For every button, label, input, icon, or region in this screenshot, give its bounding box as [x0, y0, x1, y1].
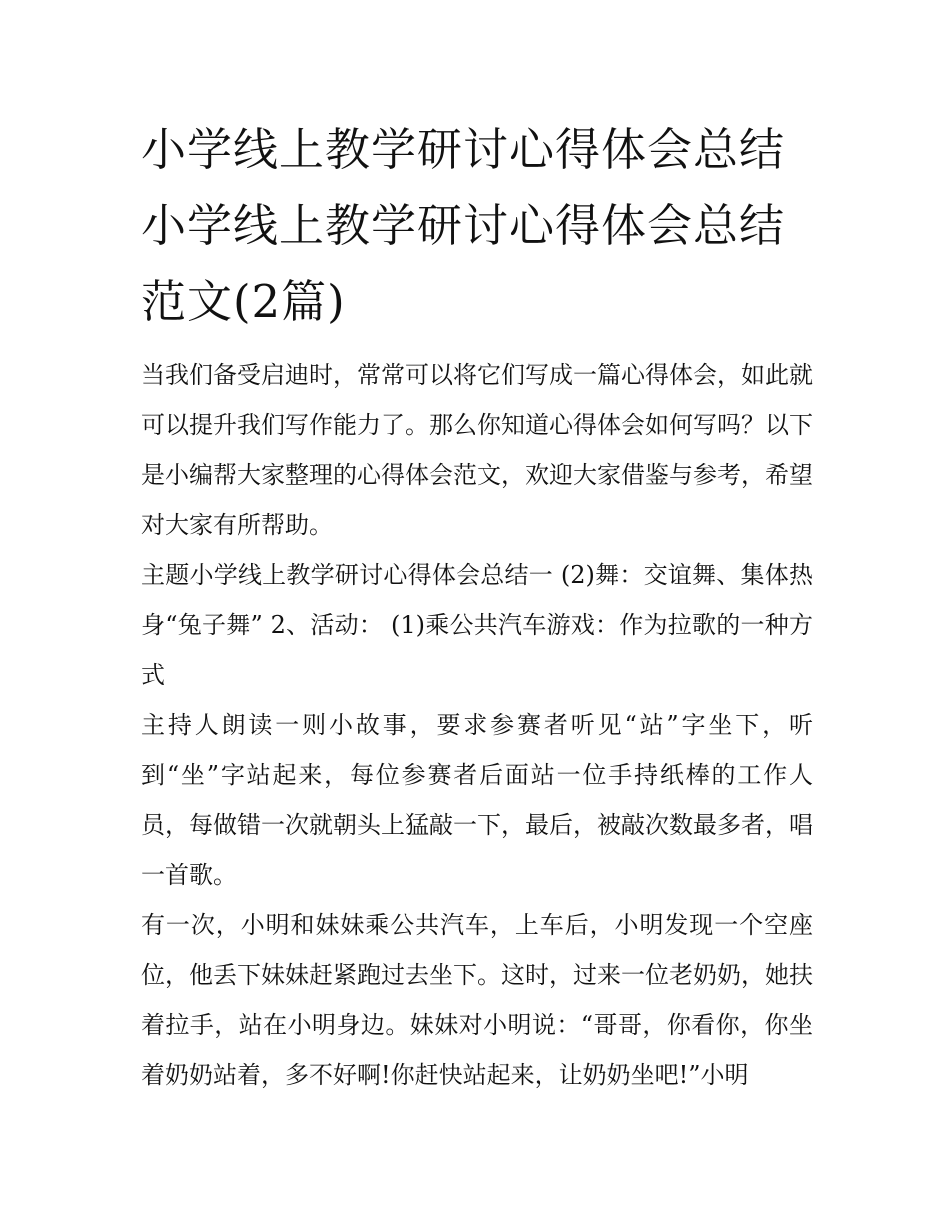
paragraph-intro: 当我们备受启迪时，常常可以将它们写成一篇心得体会，如此就可以提升我们写作能力了。那么你知道心得体会如何写吗？以下是小编帮大家整理的心得体会范文，欢迎大家借鉴与参考，希望对大家有所帮助。 — [141, 361, 813, 539]
document-page — [141, 112, 813, 1100]
paragraph-game-rules: 主持人朗读一则小故事，要求参赛者听见“站”字坐下，听到“坐”字站起来，每位参赛者后面站一位手持纸棒的工作人员，每做错一次就朝头上猛敲一下，最后，被敲次数最多者，唱一首歌。 — [141, 711, 813, 889]
paragraph-story: 有一次，小明和妹妹乘公共汽车，上车后，小明发现一个空座位，他丢下妹妹赶紧跑过去坐下。这时，过来一位老奶奶，她扶着拉手，站在小明身边。妹妹对小明说：“哥哥，你看你，你坐着奶奶站着，多不好啊!你赶快站起来，让奶奶坐吧!”小明 — [141, 911, 813, 1089]
paragraph-topic: 主题小学线上教学研讨心得体会总结一 (2)舞：交谊舞、集体热身“兔子舞” 2、活动： (1)乘公共汽车游戏：作为拉歌的一种方式 — [141, 561, 813, 689]
document-title: 小学线上教学研讨心得体会总结 小学线上教学研讨心得体会总结范文(2篇) — [141, 123, 786, 328]
